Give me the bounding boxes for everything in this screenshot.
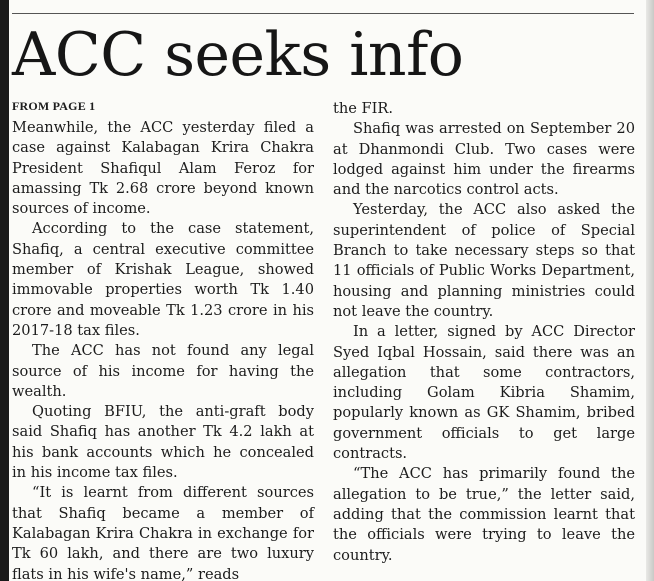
page-edge-left [0, 0, 9, 581]
paragraph: Yesterday, the ACC also asked the superintendent of police of Special Branch to take necessary steps so that 11 officials of Public Works Department, housing and planning ministries could not leave the country. [333, 201, 635, 320]
article-column-left [12, 118, 314, 581]
continuation-kicker: FROM PAGE 1 [12, 99, 96, 113]
top-divider [12, 13, 634, 14]
paragraph: According to the case statement, Shafiq, a central executive committee member of Krishak League, showed immovable properties worth Tk 1.40 crore and moveable Tk 1.23 crore in his 2017-18 tax files. [12, 220, 314, 339]
paragraph: “It is learnt from different sources that Shafiq became a member of Kalabagan Krira Chakra in exchange for Tk 60 lakh, and there are two luxury flats in his wife's name,” reads [12, 484, 314, 581]
headline: ACC seeks info [12, 20, 464, 90]
article-column-right [333, 99, 635, 566]
paragraph: The ACC has not found any legal source of his income for having the wealth. [12, 342, 314, 400]
paragraph: Quoting BFIU, the anti-graft body said Shafiq has another Tk 4.2 lakh at his bank accounts which he concealed in his income tax files. [12, 403, 314, 482]
page-edge-right [646, 0, 654, 581]
paragraph: the FIR. [333, 100, 394, 117]
paragraph: In a letter, signed by ACC Director Syed Iqbal Hossain, said there was an allegation that some contractors, including Golam Kibria Shamim, popularly known as GK Shamim, bribed government officials to get large contracts. [333, 323, 635, 463]
paragraph: Meanwhile, the ACC yesterday filed a case against Kalabagan Krira Chakra President Shafiqul Alam Feroz for amassing Tk 2.68 crore beyond known sources of income. [12, 119, 314, 218]
paragraph: Shafiq was arrested on September 20 at Dhanmondi Club. Two cases were lodged against him under the firearms and the narcotics control acts. [333, 120, 635, 199]
paragraph: “The ACC has primarily found the allegation to be true,” the letter said, adding that the commission learnt that the officials were trying to leave the country. [333, 465, 635, 564]
